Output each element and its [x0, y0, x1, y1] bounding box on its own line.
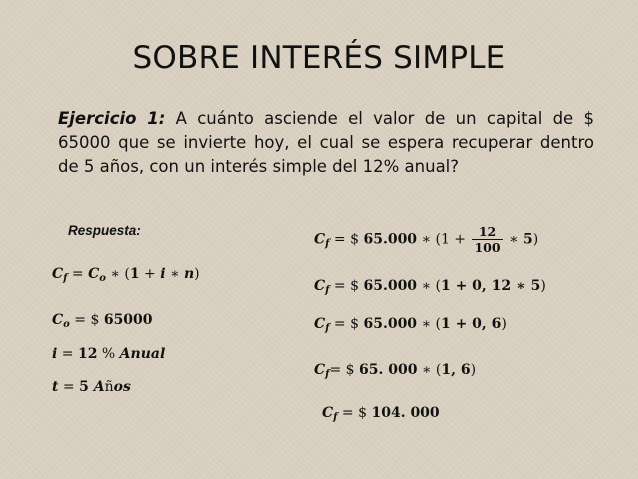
one: 1: [129, 266, 140, 282]
amount: 65. 000: [359, 362, 418, 378]
rate-fraction: [472, 224, 502, 255]
sub-o: o: [99, 273, 106, 284]
var-t: t: [52, 379, 59, 395]
sub-f: f: [325, 369, 330, 380]
expression: 1, 6: [441, 362, 471, 378]
capital-value: 65000: [103, 312, 153, 328]
formula-cf-definition: [52, 266, 200, 284]
close-paren: ): [470, 362, 477, 378]
time-unit-n: ñ: [104, 379, 114, 395]
equals-dollar: = $: [69, 312, 104, 328]
equals-dollar: = $: [329, 231, 364, 248]
var-i: i: [52, 346, 58, 362]
percent: %: [97, 346, 120, 362]
var-c: C: [314, 362, 326, 378]
equals-dollar: = $: [337, 405, 372, 421]
time-value: 5: [79, 379, 89, 395]
var-c: C: [314, 316, 326, 332]
equals: =: [67, 266, 89, 282]
times: ∗: [504, 231, 523, 248]
problem-statement: [58, 107, 594, 179]
amount: 65.000: [363, 278, 418, 294]
var-c: C: [52, 312, 64, 328]
answer-label: Respuesta:: [68, 223, 141, 238]
formula-interest-rate: [52, 346, 165, 362]
sub-f: f: [325, 323, 330, 334]
years: 5: [523, 231, 533, 248]
var-c: C: [88, 266, 100, 282]
expression: 1 + 0, 12 ∗ 5: [440, 278, 541, 294]
plus: +: [139, 266, 161, 282]
var-c: C: [314, 231, 326, 248]
var-n: n: [183, 266, 195, 282]
var-c: C: [52, 266, 64, 282]
close-paren: ): [532, 231, 539, 248]
formula-capital: [52, 312, 153, 330]
var-i: i: [160, 266, 166, 282]
calc-step-4: [314, 362, 476, 380]
rate-unit: Anual: [119, 346, 166, 362]
calc-step-3: [314, 316, 507, 334]
operator: ∗ (1 +: [417, 231, 471, 248]
operator: ∗ (: [417, 278, 441, 294]
final-amount: 104. 000: [371, 405, 440, 421]
equals-dollar: = $: [329, 278, 364, 294]
operator: ∗ (: [417, 362, 442, 378]
calc-result: [322, 405, 440, 423]
fraction-denominator: 100: [474, 240, 501, 255]
operator: ∗ (: [105, 266, 130, 282]
fraction-numerator: 12: [478, 224, 497, 239]
rate-value: 12: [77, 346, 98, 362]
sub-f: f: [63, 273, 68, 284]
times: ∗: [165, 266, 184, 282]
formula-time: [52, 379, 131, 395]
time-unit-a: A: [88, 379, 105, 395]
time-unit-os: os: [113, 379, 131, 395]
exercise-label: Ejercicio 1:: [58, 109, 166, 128]
sub-f: f: [333, 412, 338, 423]
close-paren: ): [501, 316, 507, 332]
equals-dollar: = $: [329, 316, 364, 332]
amount: 65.000: [363, 316, 418, 332]
close-paren: ): [194, 266, 200, 282]
var-c: C: [322, 405, 334, 421]
equals: =: [58, 379, 80, 395]
operator: ∗ (: [417, 316, 441, 332]
sub-o: o: [63, 319, 70, 330]
calc-step-2: [314, 278, 546, 296]
exercise-text: A cuánto asciende el valor de un capital de $ 65000 que se invierte hoy, el cual se espera recuperar dentro de 5 años, con un interés simple del 12% anual?: [58, 109, 594, 176]
close-paren: ): [540, 278, 546, 294]
equals-dollar: = $: [329, 362, 360, 378]
page-title: SOBRE INTERÉS SIMPLE: [132, 40, 506, 76]
calc-step-1: [314, 224, 538, 255]
var-c: C: [314, 278, 326, 294]
equals: =: [57, 346, 78, 362]
sub-f: f: [325, 238, 330, 250]
amount: 65.000: [363, 231, 418, 248]
sub-f: f: [325, 285, 330, 296]
expression: 1 + 0, 6: [440, 316, 502, 332]
